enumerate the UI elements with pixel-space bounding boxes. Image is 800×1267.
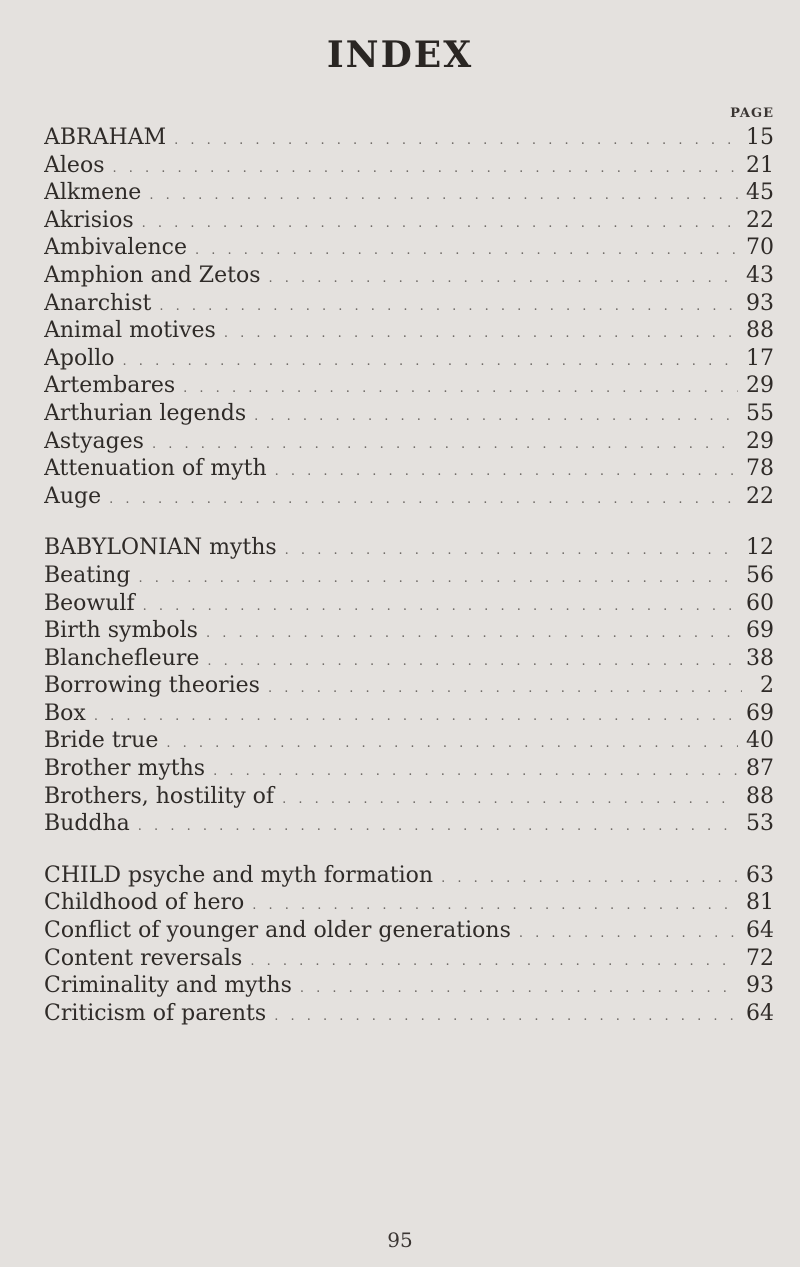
entry-term: Birth symbols [44, 618, 198, 644]
entry-page: 29 [746, 428, 774, 454]
dot-leader [112, 155, 738, 180]
index-group-a [44, 124, 774, 510]
entry-page: 38 [746, 645, 774, 671]
entry-term: Content reversals [44, 945, 243, 971]
dot-leader [252, 892, 738, 917]
index-entry [44, 755, 774, 783]
index-entry [44, 317, 774, 345]
entry-term: Criticism of parents [44, 1000, 267, 1026]
dot-leader [149, 182, 738, 207]
entry-page: 88 [746, 318, 774, 344]
entry-page: 87 [746, 756, 774, 782]
index-entry [44, 262, 774, 290]
entry-term: Auge [44, 483, 102, 509]
dot-leader [269, 265, 739, 290]
entry-term: Buddha [44, 811, 130, 837]
index-entry [44, 207, 774, 235]
dot-leader [207, 648, 738, 673]
dot-leader [282, 786, 738, 811]
dot-leader [138, 813, 738, 838]
entry-page: 45 [746, 180, 774, 206]
page-title: INDEX [326, 34, 474, 76]
dot-leader [274, 1003, 738, 1028]
entry-term: Childhood of hero [44, 890, 245, 916]
entry-term: ABRAHAM [44, 125, 167, 150]
index-group-b [44, 534, 774, 838]
dot-leader [143, 593, 738, 618]
entry-page: 69 [746, 700, 774, 726]
dot-leader [152, 431, 738, 456]
entry-page: 93 [746, 290, 774, 316]
entry-page: 72 [746, 945, 774, 971]
index-entry [44, 862, 774, 890]
entry-term: Blanchefleure [44, 645, 200, 671]
page-number: 95 [387, 1228, 413, 1252]
entry-term: Box [44, 700, 86, 726]
entry-term: Akrisios [44, 207, 134, 233]
dot-leader [268, 675, 742, 700]
index-entry [44, 534, 774, 562]
entry-page: 43 [746, 262, 774, 288]
index-entry [44, 400, 774, 428]
entry-term: Conflict of younger and older generations [44, 918, 511, 944]
dot-leader [138, 565, 738, 590]
entry-term: Alkmene [44, 180, 142, 206]
dot-leader [159, 293, 738, 318]
entry-term: Bride true [44, 728, 159, 754]
index-entry [44, 917, 774, 945]
index-entry [44, 124, 774, 152]
entry-page: 93 [746, 973, 774, 999]
entry-page: 55 [746, 400, 774, 426]
dot-leader [441, 865, 738, 890]
index-entry [44, 972, 774, 1000]
dot-leader [275, 458, 738, 483]
entry-page: 81 [746, 890, 774, 916]
index-entry [44, 672, 774, 700]
index-entry [44, 645, 774, 673]
dot-leader [254, 403, 738, 428]
dot-leader [213, 758, 738, 783]
entry-page: 64 [746, 1000, 774, 1026]
index-entry [44, 234, 774, 262]
dot-leader [183, 375, 738, 400]
entry-page: 70 [746, 235, 774, 261]
entry-term: Amphion and Zetos [44, 262, 261, 288]
entry-term: CHILD psyche and myth formation [44, 862, 434, 888]
entry-page: 12 [746, 535, 774, 561]
dot-leader [166, 730, 738, 755]
entry-term: Beowulf [44, 590, 135, 616]
dot-leader [142, 210, 738, 235]
entry-term: Beating [44, 562, 131, 588]
entry-page: 29 [746, 373, 774, 399]
entry-page: 22 [746, 483, 774, 509]
entry-page: 15 [746, 125, 774, 150]
entry-page: 56 [746, 562, 774, 588]
entry-term: Arthurian legends [44, 400, 247, 426]
entry-page: 88 [746, 783, 774, 809]
entry-term: Aleos [44, 152, 105, 178]
entry-term: Ambivalence [44, 235, 187, 261]
entry-page: 22 [746, 207, 774, 233]
entry-page: 63 [746, 862, 774, 888]
index-entry [44, 372, 774, 400]
dot-leader [250, 948, 738, 973]
entry-page: 21 [746, 152, 774, 178]
index-entry [44, 483, 774, 511]
dot-leader [519, 920, 738, 945]
dot-leader [123, 348, 738, 373]
entry-term: Attenuation of myth [44, 456, 267, 482]
index-entry [44, 428, 774, 456]
entry-page: 60 [746, 590, 774, 616]
dot-leader [174, 127, 738, 152]
index-entry [44, 945, 774, 973]
entry-page: 78 [746, 456, 774, 482]
index-entry [44, 345, 774, 373]
entry-page: 64 [746, 918, 774, 944]
index-entry [44, 1000, 774, 1028]
index-entry [44, 889, 774, 917]
entry-page: 69 [746, 618, 774, 644]
dot-leader [195, 237, 738, 262]
entry-term: Apollo [44, 345, 115, 371]
entry-term: Artembares [44, 373, 176, 399]
page-column-label: PAGE [730, 106, 774, 121]
index-group-c [44, 862, 774, 1028]
index-entry [44, 179, 774, 207]
index-entry [44, 617, 774, 645]
index-entry [44, 290, 774, 318]
entry-term: Astyages [44, 428, 144, 454]
entry-page: 2 [760, 673, 774, 699]
entry-page: 53 [746, 811, 774, 837]
index-entries [44, 124, 774, 1027]
index-entry [44, 152, 774, 180]
entry-term: Anarchist [44, 290, 152, 316]
entry-term: Criminality and myths [44, 973, 292, 999]
dot-leader [109, 486, 738, 511]
dot-leader [300, 975, 738, 1000]
index-entry [44, 590, 774, 618]
dot-leader [94, 703, 738, 728]
index-entry [44, 562, 774, 590]
index-entry [44, 727, 774, 755]
entry-term: Animal motives [44, 318, 216, 344]
index-entry [44, 700, 774, 728]
entry-term: Brothers, hostility of [44, 783, 275, 809]
entry-page: 17 [746, 345, 774, 371]
index-entry [44, 455, 774, 483]
entry-term: Brother myths [44, 756, 206, 782]
entry-page: 40 [746, 728, 774, 754]
index-entry [44, 810, 774, 838]
dot-leader [224, 320, 738, 345]
dot-leader [285, 537, 738, 562]
dot-leader [206, 620, 738, 645]
entry-term: BABYLONIAN myths [44, 535, 277, 561]
entry-term: Borrowing theories [44, 673, 260, 699]
index-entry [44, 783, 774, 811]
